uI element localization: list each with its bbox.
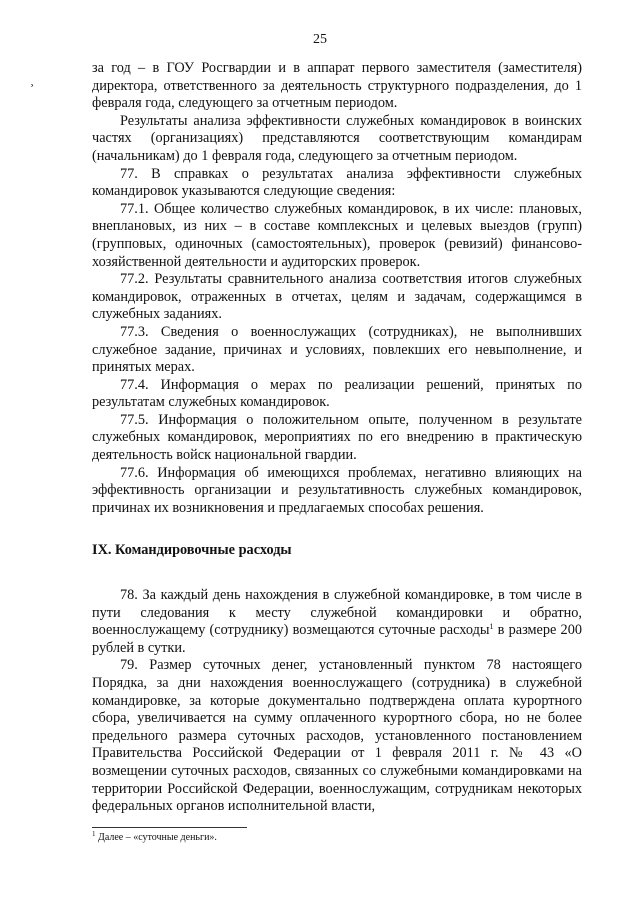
paragraph: 77.1. Общее количество служебных командировок, в их числе: плановых, внеплановых, из них – в составе комплексных и целевых выездов (групп) (групповых, одиночных (самостоятельных), проверок (ревизий) финансово-хозяйственной деятельности и аудиторских проверок.	[92, 200, 582, 270]
page-number: 25	[313, 32, 327, 47]
paragraph: 77.2. Результаты сравнительного анализа соответствия итогов служебных командировок, отраженных в отчетах, целям и задачам, содержащимся в служебных заданиях.	[92, 271, 582, 323]
footnote-mark: 1	[92, 830, 96, 838]
paragraph: 77.4. Информация о мерах по реализации решений, принятых по результатам служебных командировок.	[92, 376, 582, 411]
paragraph: 77.3. Сведения о военнослужащих (сотрудниках), не выполнивших служебное задание, причинах и условиях, повлекших его невыполнение, и принятых мерах.	[92, 323, 582, 376]
paragraph: Результаты анализа эффективности служебных командировок в воинских частях (организациях) представляются соответствующим командирам (начальникам) до 1 февраля года, следующего за отчетным периодом.	[92, 112, 582, 164]
section-heading: IX. Командировочные расходы	[92, 542, 292, 559]
margin-mark: ¸	[30, 73, 34, 87]
paragraph: 77.6. Информация об имеющихся проблемах, негативно влияющих на эффективность организации и результативность служебных командировок, причинах их возникновения и предлагаемых способах решения.	[92, 464, 582, 516]
paragraph-79: 79. Размер суточных денег, установленный пунктом 78 настоящего Порядка, за дни нахождения военнослужащего (сотрудника) в служебной командировке, за которые документально подтверждена оплата курортного сбора, увеличивается на сумму оплаченного курортного сбора, но не более предельного размера суточных расходов, установленного постановлением Правительства Российской Федерации от 1 февраля 2011 г. № 43 «О возмещении суточных расходов, связанных со служебными командировками на территории Российской Федерации, военнослужащим, сотрудникам некоторых федеральных органов исполнительной власти,	[92, 657, 582, 815]
paragraph-78-end: в размере 200 рублей в сутки.	[92, 622, 582, 656]
paragraph: 77.5. Информация о положительном опыте, полученном в результате служебных командировок, мероприятиях по его внедрению в практическую деятельность войск национальной гвардии.	[92, 411, 582, 464]
paragraph: за год – в ГОУ Росгвардии и в аппарат первого заместителя (заместителя) директора, ответственного за деятельность структурного подразделения, до 1 февраля года, следующего за отчетным периодом.	[92, 60, 582, 112]
paragraph: 77. В справках о результатах анализа эффективности служебных командировок указываются следующие сведения:	[92, 165, 582, 200]
paragraph-78-text: 78. За каждый день нахождения в служебной командировке, в том числе в пути следования к месту служебной командировки и обратно, военнослужащему (сотруднику) возмещаются суточные расходы	[92, 587, 582, 639]
footnote-text: Далее – «суточные деньги».	[95, 832, 217, 843]
document-body	[92, 60, 582, 816]
paragraph-78	[92, 587, 582, 657]
footnote-divider	[92, 827, 247, 828]
footnote	[92, 832, 217, 843]
footnote-ref: 1	[489, 622, 494, 632]
